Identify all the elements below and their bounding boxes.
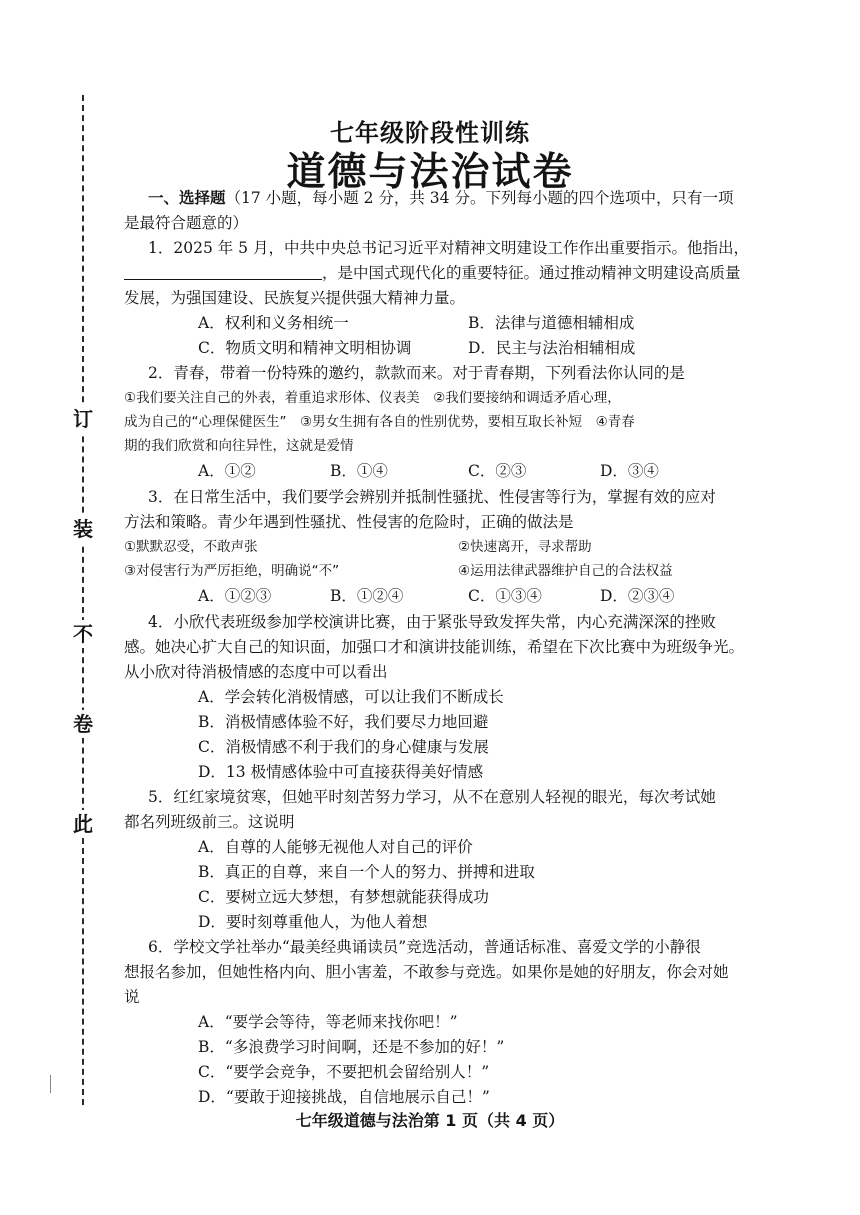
q4-stem-line2: 感。她决心扩大自己的知识面，加强口才和演讲技能训练，希望在下次比赛中为班级争光。 [124, 638, 745, 656]
section-instructions [148, 186, 733, 210]
q6-option-c: C．“要学会竞争，不要把机会留给别人！” [198, 1063, 490, 1081]
q1-stem-line1: 1．2025 年 5 月，中共中央总书记习近平对精神文明建设工作作出重要指示。他指出， [148, 239, 749, 257]
binding-char-ding: 订 [68, 405, 98, 433]
section-instructions-line1: （17 小题，每小题 2 分，共 34 分。下列每小题的四个选项中，只有一项 [225, 189, 734, 207]
q1-stem-line2 [124, 261, 741, 285]
q6-stem-line3: 说 [124, 988, 140, 1006]
section-heading: 一、选择题 [148, 189, 226, 207]
q3-option-c: C．①③④ [468, 587, 542, 605]
q6-option-d: D．“要敢于迎接挑战，自信地展示自己！” [198, 1088, 490, 1106]
binding-dashed-line [82, 95, 84, 1105]
q1-stem-line2-text: ，是中国式现代化的重要特征。通过推动精神文明建设高质量 [322, 264, 741, 282]
q1-answer-blank [124, 263, 322, 280]
q2-statements-line3: 期的我们欣赏和向往异性，这就是爱情 [124, 438, 354, 454]
q3-statement-2: ②快速离开，寻求帮助 [458, 539, 592, 555]
q5-option-d: D．要时刻尊重他人，为他人着想 [198, 913, 428, 931]
q6-stem-line1: 6．学校文学社举办“最美经典诵读员”竞选活动，普通话标准、喜爱文学的小静很 [148, 938, 701, 956]
q5-stem-line1: 5．红红家境贫寒，但她平时刻苦努力学习，从不在意别人轻视的眼光，每次考试她 [148, 788, 716, 806]
q3-option-d: D．②③④ [600, 587, 675, 605]
q3-option-b: B．①②④ [330, 587, 404, 605]
binding-char-bu: 不 [68, 620, 98, 648]
q2-statements-line2: 成为自己的“心理保健医生” ③男女生拥有各自的性别优势，要相互取长补短 ④青春 [124, 414, 635, 430]
q3-statement-4: ④运用法律武器维护自己的合法权益 [458, 563, 673, 579]
q2-statements-line1: ①我们要关注自己的外表，着重追求形体、仪表美 ②我们要接纳和调适矛盾心理， [124, 390, 621, 406]
binding-margin [68, 95, 98, 1105]
q6-option-b: B．“多浪费学习时间啊，还是不参加的好！” [198, 1038, 505, 1056]
q1-option-c: C．物质文明和精神文明相协调 [198, 339, 412, 357]
q5-option-a: A．自尊的人能够无视他人对自己的评价 [198, 838, 473, 856]
q6-stem-line2: 想报名参加，但她性格内向、胆小害羞，不敢参与竞选。如果你是她的好朋友，你会对她 [124, 963, 729, 981]
exam-title: 道德与法治试卷 [286, 150, 574, 195]
q2-option-d: D．③④ [600, 462, 659, 480]
q3-statement-1: ①默默忍受，不敢声张 [124, 539, 258, 555]
q4-option-c: C．消极情感不利于我们的身心健康与发展 [198, 738, 489, 756]
page-footer: 七年级道德与法治第 1 页（共 4 页） [295, 1111, 565, 1130]
q5-option-c: C．要树立远大梦想，有梦想就能获得成功 [198, 888, 489, 906]
q4-stem-line1: 4．小欣代表班级参加学校演讲比赛，由于紧张导致发挥失常，内心充满深深的挫败 [148, 613, 716, 631]
q4-option-b: B．消极情感体验不好，我们要尽力地回避 [198, 713, 489, 731]
section-instructions-line2: 是最符合题意的） [124, 214, 249, 232]
q1-stem-line3: 发展，为强国建设、民族复兴提供强大精神力量。 [124, 289, 466, 307]
q2-stem: 2．青春，带着一份特殊的邀约，款款而来。对于青春期，下列看法你认同的是 [148, 364, 685, 382]
q3-statement-3: ③对侵害行为严厉拒绝，明确说“不” [124, 563, 340, 579]
q5-option-b: B．真正的自尊，来自一个人的努力、拼搏和进取 [198, 863, 535, 881]
q6-option-a: A．“要学会等待，等老师来找你吧！” [198, 1013, 458, 1031]
binding-char-zhuang: 装 [68, 515, 98, 543]
q1-option-b: B．法律与道德相辅相成 [468, 314, 635, 332]
q3-stem-line2: 方法和策略。青少年遇到性骚扰、性侵害的危险时，正确的做法是 [124, 513, 574, 531]
q2-option-c: C．②③ [468, 462, 527, 480]
exam-subtitle: 七年级阶段性训练 [330, 119, 530, 147]
q3-option-a: A．①②③ [198, 587, 272, 605]
q3-stem-line1: 3．在日常生活中，我们要学会辨别并抵制性骚扰、性侵害等行为，掌握有效的应对 [148, 488, 716, 506]
binding-char-juan: 卷 [68, 710, 98, 738]
binding-char-ci: 此 [68, 810, 98, 838]
q2-option-a: A．①② [198, 462, 256, 480]
q4-stem-line3: 从小欣对待消极情感的态度中可以看出 [124, 663, 388, 681]
q1-option-d: D．民主与法治相辅相成 [468, 339, 636, 357]
q5-stem-line2: 都名列班级前三。这说明 [124, 813, 295, 831]
q4-option-a: A．学会转化消极情感，可以让我们不断成长 [198, 688, 504, 706]
q4-option-d: D．13 极情感体验中可直接获得美好情感 [198, 763, 484, 781]
q1-option-a: A．权利和义务相统一 [198, 314, 349, 332]
q2-option-b: B．①④ [330, 462, 388, 480]
scan-mark [50, 1075, 51, 1093]
